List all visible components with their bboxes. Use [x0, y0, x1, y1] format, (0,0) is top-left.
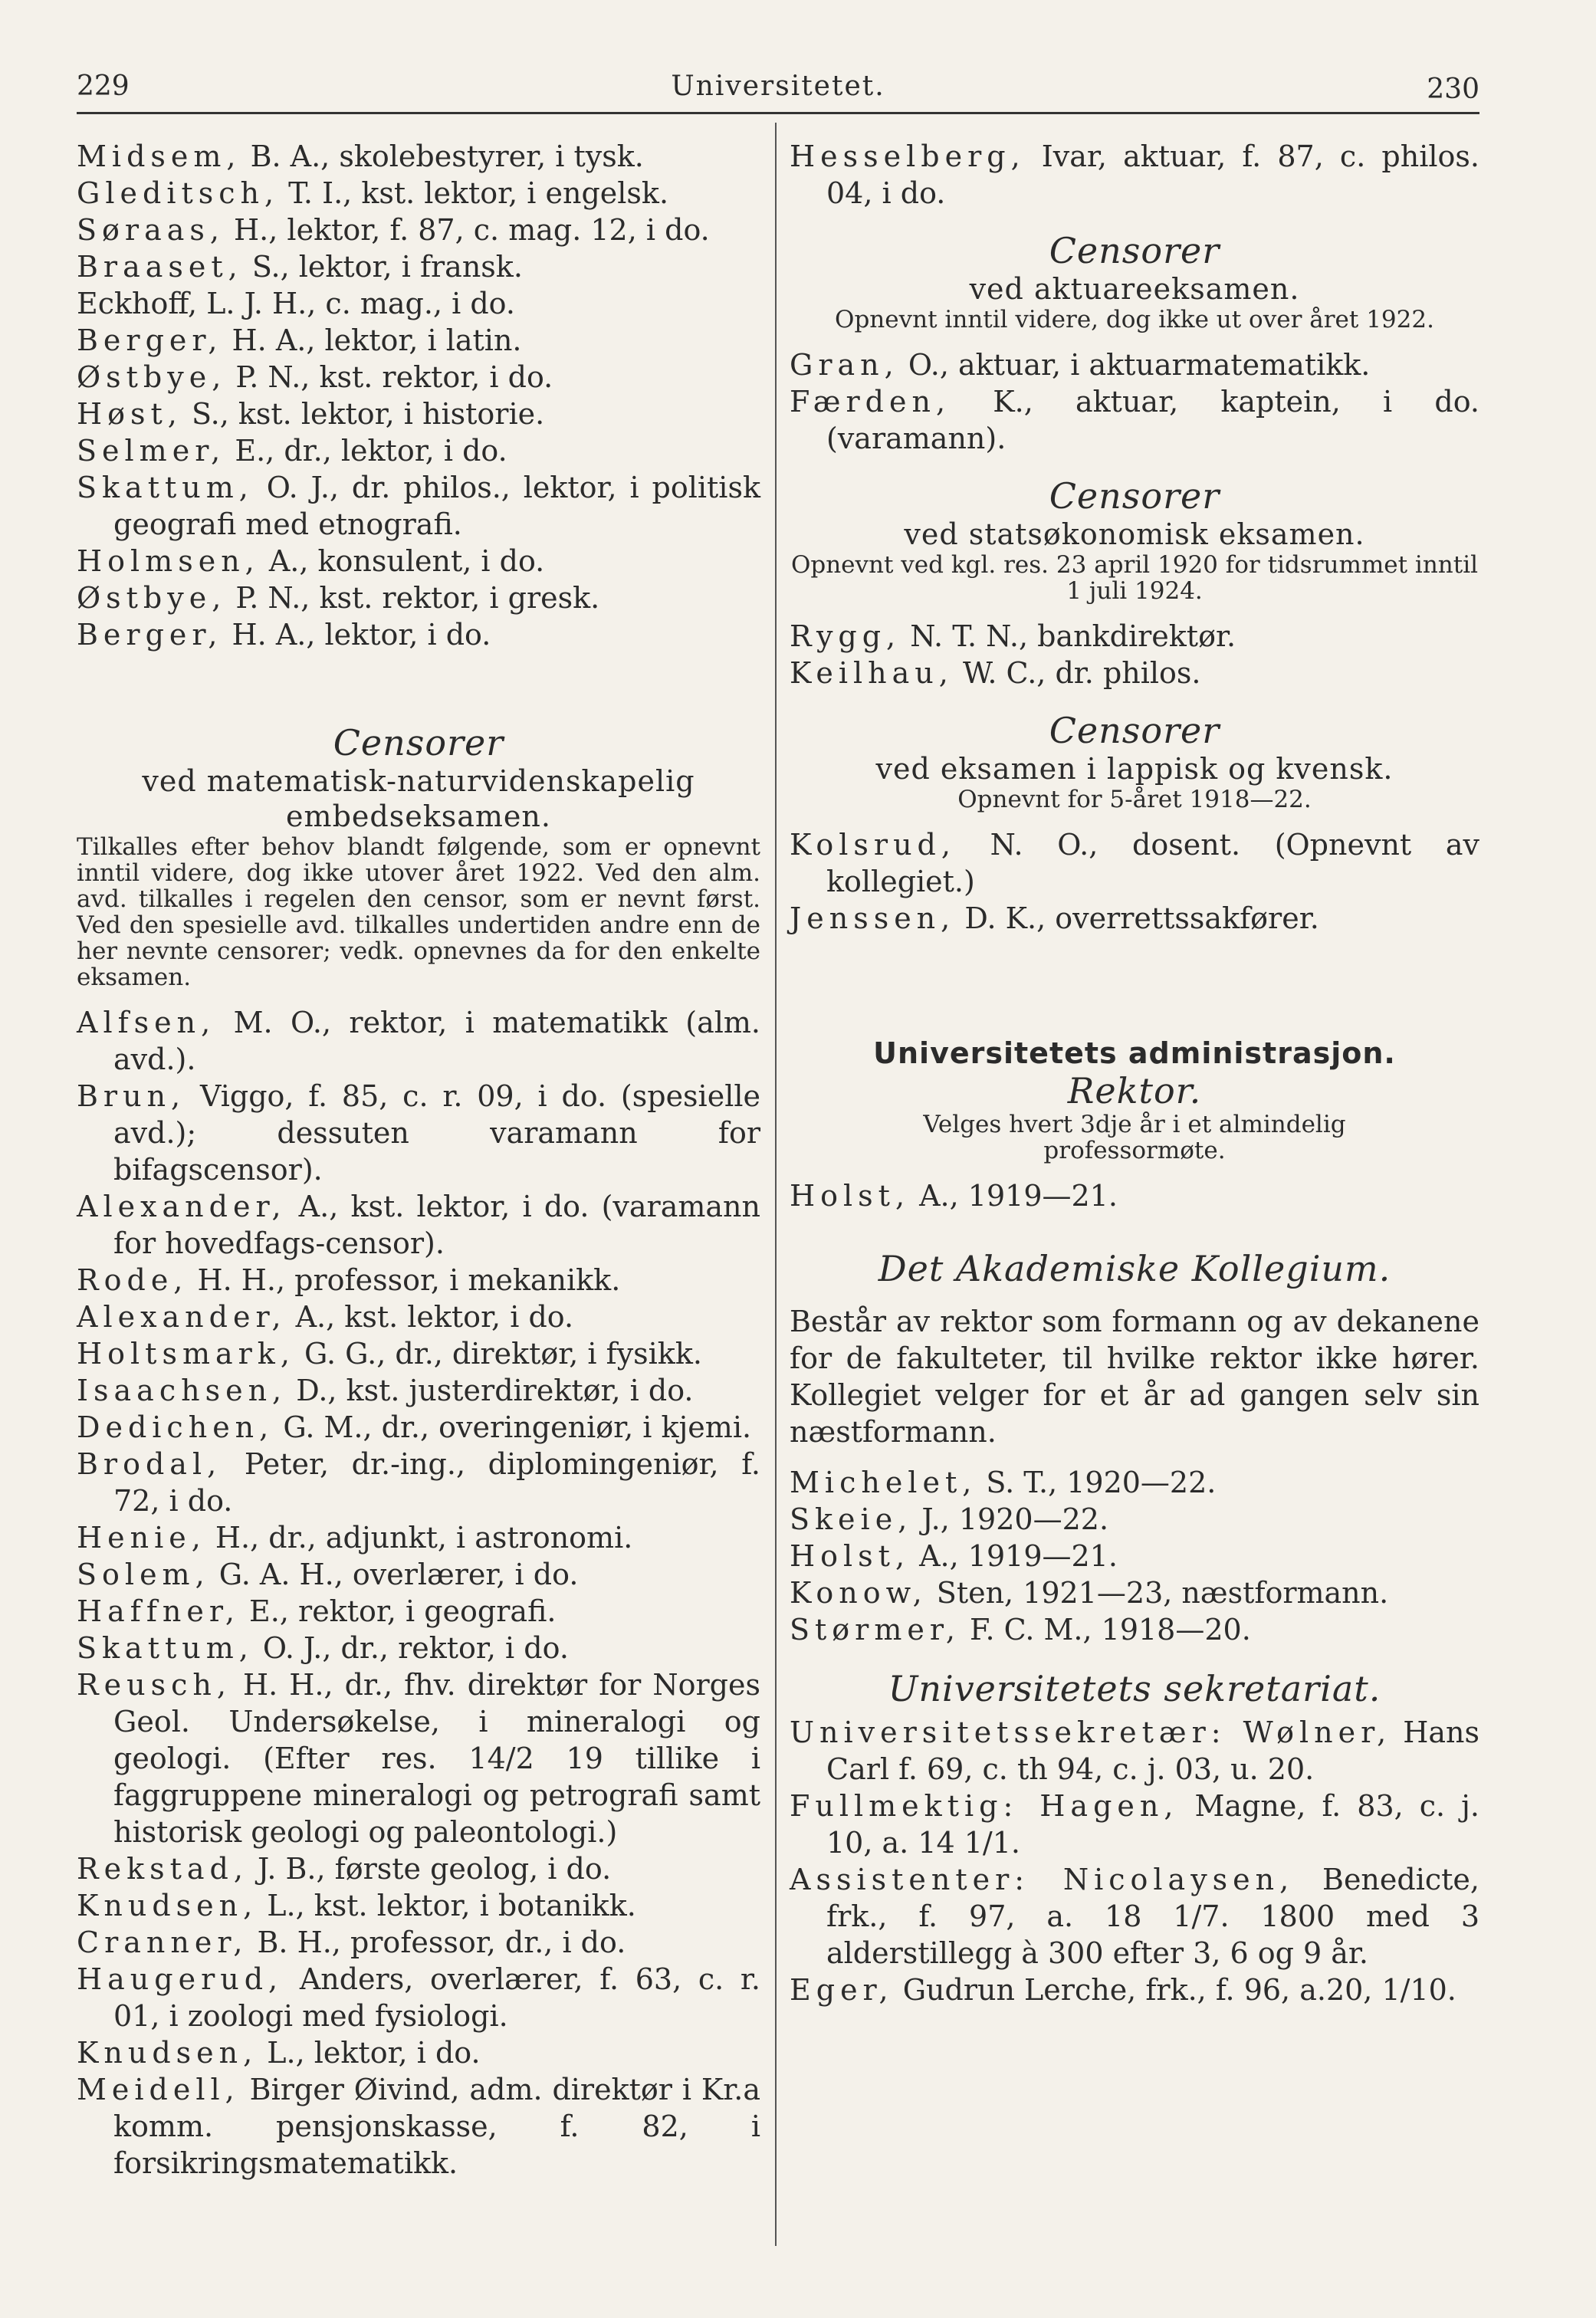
list-entry	[790, 618, 1479, 655]
entry-name: Cranner,	[77, 1926, 248, 1959]
entry-text: Peter, dr.-ing., diplomingeniør, f. 72, i do.	[113, 1447, 760, 1518]
left-column	[77, 138, 760, 2182]
list-entry	[77, 1299, 760, 1335]
list-entry	[790, 1972, 1479, 2008]
entry-name: Knudsen,	[77, 2036, 258, 2070]
list-entry	[77, 212, 760, 248]
entry-name: Skeie,	[790, 1502, 913, 1536]
censor-list	[790, 826, 1479, 937]
entry-name: Solem,	[77, 1558, 210, 1591]
entry-text: H. A., lektor, i latin.	[222, 323, 522, 357]
entry-name: Eger,	[790, 1973, 894, 2007]
list-entry	[790, 826, 1479, 900]
entry-name: Isaachsen,	[77, 1374, 287, 1407]
entry-text: O. J., dr. philos., lektor, i politisk geografi med etnografi.	[113, 471, 760, 541]
entry-text: Eckhoff, L. J. H., c. mag., i do.	[77, 287, 515, 320]
entry-text: H., dr., adjunkt, i astronomi.	[205, 1521, 633, 1555]
entry-name: Østbye,	[77, 360, 227, 394]
list-entry	[77, 432, 760, 469]
entry-name: Holst,	[790, 1539, 911, 1573]
entry-name: Holmsen,	[77, 544, 260, 578]
entry-text: O., aktuar, i aktuarmatematikk.	[898, 348, 1371, 382]
entry-name: Jenssen,	[790, 901, 956, 935]
entry-name: Midsem,	[77, 140, 241, 173]
entry-name: Østbye,	[77, 581, 227, 615]
section-note: Opnevnt ved kgl. res. 23 april 1920 for tidsrummet inntil 1 juli 1924.	[790, 551, 1479, 605]
entry-name: Berger,	[77, 618, 223, 652]
list-entry	[790, 1177, 1479, 1214]
list-entry	[790, 1861, 1479, 1972]
list-entry	[790, 1788, 1479, 1861]
list-entry	[790, 1611, 1479, 1648]
entry-name: Dedichen,	[77, 1410, 274, 1444]
running-title: Universitetet.	[671, 71, 885, 102]
section-subheading: ved eksamen i lappisk og kvensk.	[875, 752, 1394, 786]
entry-text: H., lektor, f. 87, c. mag. 12, i do.	[224, 213, 710, 247]
kollegium-heading: Det Akademiske Kollegium.	[878, 1248, 1391, 1289]
entry-name: Størmer,	[790, 1613, 961, 1647]
entry-text: S., lektor, i fransk.	[242, 250, 523, 284]
section-subheading-2: embedseksamen.	[286, 799, 551, 833]
list-entry	[77, 1372, 760, 1409]
list-entry	[77, 616, 760, 653]
entry-text: G. A. H., overlærer, i do.	[209, 1558, 579, 1591]
page-number-left: 229	[77, 71, 130, 102]
list-entry	[77, 1630, 760, 1666]
entry-name: Gran,	[790, 348, 899, 382]
entry-text: Magne, f. 83, c. j. 10, a. 14 1/1.	[826, 1789, 1479, 1860]
section-subheading: ved aktuareeksamen.	[969, 272, 1300, 306]
list-entry	[790, 346, 1479, 383]
rektor-heading: Rektor.	[1067, 1070, 1202, 1111]
list-entry	[77, 175, 760, 212]
list-entry	[790, 1501, 1479, 1538]
section-note: Opnevnt inntil videre, dog ikke ut over året 1922.	[835, 306, 1434, 333]
entry-name: Knudsen,	[77, 1889, 258, 1922]
entry-name: Assistenter: Nicolaysen,	[790, 1863, 1295, 1896]
entry-name: Henie,	[77, 1521, 206, 1555]
list-entry	[77, 248, 760, 285]
entry-text: Sten, 1921—23, næstformann.	[927, 1576, 1389, 1610]
sekretariat-heading: Universitetets sekretariat.	[888, 1668, 1381, 1709]
entry-text: K., aktuar, kaptein, i do. (varamann).	[826, 385, 1479, 455]
kollegium-list	[790, 1464, 1479, 1648]
section-subheading: ved matematisk-naturvidenskapelig	[142, 764, 695, 798]
list-entry	[77, 580, 760, 616]
rektor-note: Velges hvert 3dje år i et almindelig professormøte.	[923, 1111, 1346, 1164]
entry-text: Ivar, aktuar, f. 87, c. philos. 04, i do.	[826, 140, 1479, 210]
entry-text: B. A., skolebestyrer, i tysk.	[241, 140, 644, 173]
entry-text: B. H., professor, dr., i do.	[248, 1926, 626, 1959]
list-entry	[77, 2071, 760, 2182]
section-subheading: ved statsøkonomisk eksamen.	[904, 517, 1365, 551]
list-entry	[790, 1714, 1479, 1788]
list-entry	[77, 469, 760, 543]
entry-text: G. G., dr., direktør, i fysikk.	[294, 1337, 702, 1371]
entry-name: Meidell,	[77, 2073, 240, 2106]
entry-name: Universitetssekretær: Wølner,	[790, 1716, 1392, 1749]
entry-text: A., kst. lektor, i do.	[286, 1300, 574, 1334]
column-divider	[775, 123, 777, 2246]
section-note: Tilkalles efter behov blandt følgende, som er opnevnt inntil videre, dog ikke utover året 1922. Ved den alm. avd. tilkalles i regelen den censor, som er nevnt først. Ved den spesielle avd. tilkalles undertiden andre enn de her nevnte censorer; vedk. opnevnes da for den enkelte eksamen.	[77, 833, 760, 991]
section-heading: Censorer	[1049, 710, 1220, 751]
entry-text: G. M., dr., overingeniør, i kjemi.	[274, 1410, 752, 1444]
entry-name: Selmer,	[77, 434, 226, 468]
list-entry	[790, 900, 1479, 937]
entry-name: Brodal,	[77, 1447, 222, 1481]
entry-name: Fullmektig: Hagen,	[790, 1789, 1179, 1823]
list-entry	[790, 383, 1479, 457]
entry-name: Høst,	[77, 397, 182, 431]
entry-text: Hans Carl f. 69, c. th 94, c. j. 03, u. 20.	[826, 1716, 1479, 1786]
kollegium-text: Består av rektor som formann og av dekanene for de fakulteter, til hvilke rektor ikke hører. Kollegiet velger for et år ad gangen selv sin næstformann.	[790, 1305, 1479, 1449]
censor-list	[790, 346, 1479, 457]
right-column	[790, 138, 1479, 2008]
list-entry	[77, 359, 760, 396]
list-entry	[77, 1556, 760, 1593]
list-entry	[77, 1887, 760, 1924]
entry-text: N. O., dosent. (Opnevnt av kollegiet.)	[826, 828, 1479, 898]
entry-text: E., rektor, i geografi.	[239, 1594, 557, 1628]
entry-name: Reusch,	[77, 1668, 232, 1702]
right-top-entry	[790, 138, 1479, 212]
entry-name: Haugerud,	[77, 1962, 284, 1996]
entry-name: Alfsen,	[77, 1006, 216, 1039]
header-rule	[77, 112, 1479, 114]
section-note: Opnevnt for 5-året 1918—22.	[957, 786, 1312, 813]
entry-text: S. T., 1920—22.	[977, 1466, 1217, 1499]
entry-text: T. I., kst. lektor, i engelsk.	[279, 176, 669, 210]
entry-text: A., 1919—21.	[910, 1179, 1118, 1213]
entry-text: F. C. M., 1918—20.	[960, 1613, 1251, 1647]
list-entry	[790, 1574, 1479, 1611]
list-entry	[77, 1519, 760, 1556]
entry-name: Rekstad,	[77, 1852, 248, 1886]
list-entry	[77, 1446, 760, 1519]
entry-name: Alexander,	[77, 1190, 287, 1223]
entry-name: Braaset,	[77, 250, 243, 284]
entry-text: A., 1919—21.	[910, 1539, 1118, 1573]
entry-text: Benedicte, frk., f. 97, a. 18 1/7. 1800 med 3 alderstillegg à 300 efter 3, 6 og 9 år.	[826, 1863, 1479, 1970]
list-entry	[77, 1188, 760, 1262]
entry-text: P. N., kst. rektor, i do.	[226, 360, 553, 394]
entry-text: M. O., rektor, i matematikk (alm. avd.).	[113, 1006, 760, 1076]
entry-text: H. H., dr., fhv. direktør for Norges Geol. Undersøkelse, i mineralogi og geologi. (Efter res. 14/2 19 tillike i faggruppene mineralogi og petrografi samt historisk geologi og paleontologi.)	[113, 1668, 760, 1849]
list-entry	[77, 285, 760, 322]
list-entry	[77, 1924, 760, 1961]
entry-name: Rygg,	[790, 619, 901, 653]
entry-name: Kolsrud,	[790, 828, 956, 862]
entry-text: H. A., lektor, i do.	[222, 618, 491, 652]
entry-text: A., konsulent, i do.	[259, 544, 545, 578]
entry-name: Michelet,	[790, 1466, 977, 1499]
list-entry	[77, 2034, 760, 2071]
entry-name: Keilhau,	[790, 656, 954, 690]
list-entry	[790, 655, 1479, 691]
entry-text: D., kst. justerdirektør, i do.	[287, 1374, 694, 1407]
entry-text: W. C., dr. philos.	[953, 656, 1201, 690]
section-heading: Censorer	[1049, 230, 1220, 271]
admin-heading: Universitetets administrasjon.	[873, 1036, 1396, 1070]
entry-text: L., kst. lektor, i botanikk.	[258, 1889, 636, 1922]
list-entry	[790, 138, 1479, 212]
left-top-list	[77, 138, 760, 653]
entry-name: Konow,	[790, 1576, 928, 1610]
entry-text: N. T. N., bankdirektør.	[901, 619, 1236, 653]
entry-name: Skattum,	[77, 471, 254, 504]
list-entry	[77, 1666, 760, 1850]
list-entry	[77, 1262, 760, 1299]
page-header	[77, 71, 1479, 117]
entry-name: Holtsmark,	[77, 1337, 295, 1371]
entry-text: Birger Øivind, adm. direktør i Kr.a komm. pensjonskasse, f. 82, i forsikringsmatematikk.	[113, 2073, 760, 2180]
section-heading: Censorer	[333, 722, 504, 763]
entry-text: D. K., overrettssakfører.	[955, 901, 1319, 935]
entry-text: P. N., kst. rektor, i gresk.	[226, 581, 600, 615]
list-entry	[77, 1593, 760, 1630]
entry-name: Rode,	[77, 1263, 189, 1297]
list-entry	[77, 1409, 760, 1446]
entry-name: Berger,	[77, 323, 223, 357]
sekretariat-list	[790, 1714, 1479, 2008]
entry-text: J., 1920—22.	[912, 1502, 1109, 1536]
entry-name: Hesselberg,	[790, 140, 1026, 173]
entry-name: Færden,	[790, 385, 951, 419]
list-entry	[77, 1850, 760, 1887]
entry-text: S., kst. lektor, i historie.	[182, 397, 545, 431]
entry-name: Alexander,	[77, 1300, 287, 1334]
entry-text: Gudrun Lerche, frk., f. 96, a.20, 1/10.	[893, 1973, 1456, 2007]
entry-text: A., kst. lektor, i do. (varamann for hovedfags-censor).	[113, 1190, 760, 1260]
entry-text: H. H., professor, i mekanikk.	[188, 1263, 621, 1297]
list-entry	[77, 138, 760, 175]
page-number-right: 230	[1427, 74, 1479, 105]
list-entry	[77, 1961, 760, 2034]
section-heading: Censorer	[1049, 475, 1220, 517]
entry-name: Holst,	[790, 1179, 911, 1213]
entry-text: Anders, overlærer, f. 63, c. r. 01, i zoologi med fysiologi.	[113, 1962, 760, 2033]
entry-text: O. J., dr., rektor, i do.	[253, 1631, 569, 1665]
entry-name: Skattum,	[77, 1631, 254, 1665]
entry-text: E., dr., lektor, i do.	[225, 434, 507, 468]
list-entry	[77, 322, 760, 359]
list-entry	[77, 543, 760, 580]
rektor-entry	[790, 1177, 1479, 1214]
entry-name: Søraas,	[77, 213, 225, 247]
list-entry	[77, 1078, 760, 1188]
censor-list	[77, 1004, 760, 2182]
entry-text: L., lektor, i do.	[258, 2036, 481, 2070]
list-entry	[790, 1464, 1479, 1501]
entry-name: Haffner,	[77, 1594, 240, 1628]
list-entry	[77, 396, 760, 432]
entry-name: Brun,	[77, 1079, 186, 1113]
entry-text: Viggo, f. 85, c. r. 09, i do. (spesielle avd.); dessuten varamann for bifagscensor).	[113, 1079, 760, 1187]
entry-name: Gleditsch,	[77, 176, 280, 210]
list-entry	[790, 1538, 1479, 1574]
list-entry	[77, 1004, 760, 1078]
entry-text: J. B., første geolog, i do.	[248, 1852, 612, 1886]
list-entry	[77, 1335, 760, 1372]
censor-list	[790, 618, 1479, 691]
